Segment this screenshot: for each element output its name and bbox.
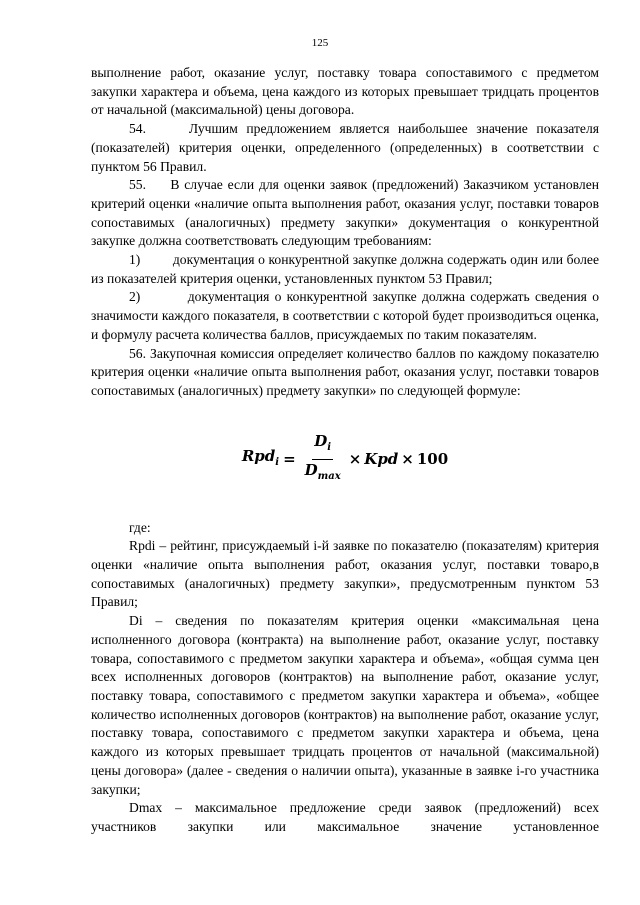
definition-dmax: Dmax – максимальное предложение среди заявок (предложений) всех участников закупки или максимальное значение установленное [91,800,599,834]
definition-rpdi: Rpdi – рейтинг, присуждаемый i-й заявке по показателю (показателям) критерия оценки «наличие опыта выполнения работ, оказания услуг, поставки товаро,в сопоставимых (аналогичных) предмету закупки», предусмотренным пунктом 53 Правил; [91,538,599,610]
formula-denominator-sub: max [317,471,341,483]
rating-formula [91,401,599,519]
list-item-1 [91,251,599,288]
formula-numerator-sub: i [327,442,332,454]
formula-times-2: × [401,450,414,469]
paragraph-56: 56. Закупочная комиссия определяет количество баллов по каждому показателю критерия оценки «наличие опыта выполнения работ, оказания услуг, поставки товаров сопоставимых (аналогичных) предмету закупки» по следующей формуле: [91,345,599,398]
formula-lhs: Rpd [241,446,276,465]
list-item-1-text: документация о конкурентной закупке должна содержать один или более из показателей критерия оценки, установленных пунктом 53 Правил; [91,252,599,286]
formula-fraction [303,432,343,486]
paragraph-55: 55. В случае если для оценки заявок (предложений) Заказчиком установлен критерий оценки «наличие опыта выполнения работ, оказания услуг, поставки товаров сопоставимых (аналогичных) предмету закупки» документация о конкурентной закупке должна соответствовать следующим требованиям: [91,177,599,249]
page-number: 125 [311,37,329,49]
definition-di: Di – сведения по показателям критерия оценки «максимальная цена исполненного договора (контракта) на выполнение работ, оказание услуг, поставку товара, сопоставимого с предметом закупки характера и объема», «общая сумма цен всех исполненных договоров (контрактов) на выполнение работ, оказание услуг, поставку товара, сопоставимого с предметом закупки характера и объема», «общее количество исполненных договоров (контрактов) на выполнение работ, оказание услуг, поставку товара, сопоставимого с предметом закупки характера и объема, цена каждого из которых превышает тридцать процентов от начальной (максимальной) цены договора» (далее - сведения о наличии опыта), указанные в заявке i-го участника закупки; [91,613,599,797]
formula-hundred: 100 [416,450,449,469]
list-item-1-number: 1) [129,252,141,268]
formula-kpd: Kpd [364,450,399,469]
paragraph-54: 54. Лучшим предложением является наибольшее значение показателя (показателей) критерия оценки, определенного (определенных) в соответствии с пунктом 56 Правил. [91,121,599,174]
paragraph-continuation: выполнение работ, оказание услуг, поставку товара сопоставимого с предметом закупки характера и объема, цена каждого из которых превышает тридцать процентов от начальной (максимальной) цены договора. [91,65,599,118]
formula-times-1: × [348,450,362,469]
formula-denominator: D [304,461,318,480]
formula-numerator: D [314,432,328,451]
list-item-2 [91,288,599,344]
formula-lhs-sub: i [275,456,280,468]
formula-equals: = [283,450,296,469]
document-body [91,64,599,837]
list-item-2-text: документация о конкурентной закупке должна содержать сведения о значимости каждого показателя, в соответствии с которой будет производиться оценка, и формулу расчета количества баллов, присуждаемых по таким показателям. [91,289,599,342]
list-item-2-number: 2) [129,289,141,305]
where-label: где: [129,519,151,535]
